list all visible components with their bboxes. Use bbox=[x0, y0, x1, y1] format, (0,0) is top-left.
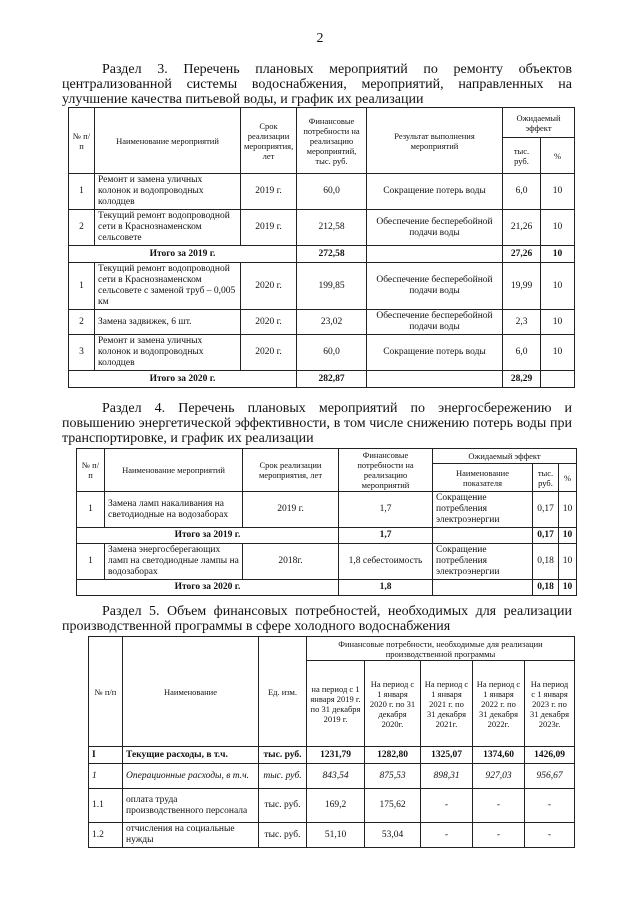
total-pct: 10 bbox=[559, 528, 577, 544]
cell-result: Обеспечение бесперебойной подачи воды bbox=[367, 210, 503, 246]
cell-finance: 199,85 bbox=[297, 263, 367, 310]
cell-value: 51,10 bbox=[307, 823, 365, 848]
cell-value: 927,03 bbox=[473, 764, 525, 789]
section3-table bbox=[68, 107, 575, 388]
cell-value: 956,67 bbox=[525, 764, 575, 789]
cell-value: - bbox=[421, 789, 473, 823]
header-num: № п/п bbox=[89, 637, 123, 747]
header-finance: Финансовые потребности на реализацию мероприятий, тыс. руб. bbox=[297, 108, 367, 174]
header-name: Наименование мероприятий bbox=[95, 108, 241, 174]
cell-pct: 10 bbox=[559, 492, 577, 528]
header-effect: Ожидаемый эффект bbox=[433, 449, 577, 464]
table-row bbox=[69, 210, 575, 246]
total-rub: 0,17 bbox=[533, 528, 559, 544]
cell-num: 1 bbox=[89, 764, 123, 789]
total-label: Итого за 2019 г. bbox=[77, 528, 339, 544]
cell-pct: 10 bbox=[541, 263, 575, 310]
header-effect-rub: тыс. руб. bbox=[503, 138, 541, 174]
cell-term: 2019 г. bbox=[241, 210, 297, 246]
cell-value: 175,62 bbox=[365, 789, 421, 823]
cell-result: Обеспечение бесперебойной подачи воды bbox=[367, 263, 503, 310]
header-term: Срок реализации мероприятия, лет bbox=[241, 108, 297, 174]
table-row bbox=[69, 174, 575, 210]
cell-value: - bbox=[473, 823, 525, 848]
cell-num: 1 bbox=[77, 492, 105, 528]
cell-unit: тыс. руб. bbox=[259, 823, 307, 848]
header-unit: Ед. изм. bbox=[259, 637, 307, 747]
cell-num: 1 bbox=[69, 174, 95, 210]
cell-finance: 1,7 bbox=[339, 492, 433, 528]
header-period-2020: На период с 1 января 2020 г. по 31 декабря 2020г. bbox=[365, 661, 421, 747]
table-row bbox=[89, 747, 575, 764]
cell-finance: 23,02 bbox=[297, 310, 367, 335]
cell-rub: 0,17 bbox=[533, 492, 559, 528]
total-row bbox=[69, 371, 575, 388]
cell-value: 898,31 bbox=[421, 764, 473, 789]
cell-value: - bbox=[473, 789, 525, 823]
total-rub: 27,26 bbox=[503, 246, 541, 263]
cell-name: Текущие расходы, в т.ч. bbox=[123, 747, 259, 764]
header-period-2022: На период с 1 января 2022 г. по 31 декабря 2022г. bbox=[473, 661, 525, 747]
cell-value: - bbox=[421, 823, 473, 848]
cell-pct: 10 bbox=[559, 544, 577, 580]
cell-name: Замена задвижек, 6 шт. bbox=[95, 310, 241, 335]
cell-rub: 0,18 bbox=[533, 544, 559, 580]
header-effect-pct: % bbox=[541, 138, 575, 174]
page-number: 2 bbox=[316, 31, 324, 46]
header-term: Срок реализации мероприятия, лет bbox=[243, 449, 339, 492]
cell-indicator: Сокращение потребления электроэнергии bbox=[433, 544, 533, 580]
cell-result: Обеспечение бесперебойной подачи воды bbox=[367, 310, 503, 335]
cell-term: 2019 г. bbox=[243, 492, 339, 528]
cell-num: 1 bbox=[77, 544, 105, 580]
cell-value: 1282,80 bbox=[365, 747, 421, 764]
cell-value: 169,2 bbox=[307, 789, 365, 823]
cell-pct: 10 bbox=[541, 174, 575, 210]
table-row bbox=[69, 263, 575, 310]
cell-term: 2020 г. bbox=[241, 263, 297, 310]
section4-title: Раздел 4. Перечень плановых мероприятий по энергосбережению и повышению энергетической эффективности, в том числе снижению потерь воды при транспортировке, и график их реализации bbox=[62, 401, 572, 446]
cell-name: Операционные расходы, в т.ч. bbox=[123, 764, 259, 789]
table-row bbox=[89, 823, 575, 848]
header-pct: % bbox=[559, 464, 577, 492]
cell-term: 2019 г. bbox=[241, 174, 297, 210]
total-label: Итого за 2019 г. bbox=[69, 246, 297, 263]
header-period-2021: На период с 1 января 2021 г. по 31 декабря 2021г. bbox=[421, 661, 473, 747]
cell-finance: 60,0 bbox=[297, 174, 367, 210]
total-pct bbox=[541, 371, 575, 388]
cell-num: 3 bbox=[69, 335, 95, 371]
cell-rub: 6,0 bbox=[503, 174, 541, 210]
cell-num: 1.1 bbox=[89, 789, 123, 823]
cell-rub: 2,3 bbox=[503, 310, 541, 335]
section3-title: Раздел 3. Перечень плановых мероприятий по ремонту объектов централизованной системы водоснабжения, мероприятий, направленных на улучшение качества питьевой воды, и график их реализации bbox=[62, 62, 572, 107]
total-finance: 282,87 bbox=[297, 371, 367, 388]
cell-value: 1374,60 bbox=[473, 747, 525, 764]
header-name: Наименование мероприятий bbox=[105, 449, 243, 492]
table-row bbox=[69, 310, 575, 335]
cell-value: - bbox=[525, 823, 575, 848]
total-pct: 10 bbox=[559, 580, 577, 596]
cell-num: I bbox=[89, 747, 123, 764]
cell-value: - bbox=[525, 789, 575, 823]
header-num: № п/ п bbox=[69, 108, 95, 174]
cell-num: 1.2 bbox=[89, 823, 123, 848]
cell-value: 1231,79 bbox=[307, 747, 365, 764]
total-label: Итого за 2020 г. bbox=[69, 371, 297, 388]
header-effect: Ожидаемый эффект bbox=[503, 108, 575, 138]
total-finance: 1,7 bbox=[339, 528, 433, 544]
cell-name: Ремонт и замена уличных колонок и водопроводных колодцев bbox=[95, 174, 241, 210]
cell-finance: 1,8 себестоимость bbox=[339, 544, 433, 580]
section4-table bbox=[76, 448, 577, 596]
total-row bbox=[77, 528, 577, 544]
cell-finance: 60,0 bbox=[297, 335, 367, 371]
cell-value: 1325,07 bbox=[421, 747, 473, 764]
total-rub: 28,29 bbox=[503, 371, 541, 388]
header-rub: тыс. руб. bbox=[533, 464, 559, 492]
total-pct: 10 bbox=[541, 246, 575, 263]
cell-name: отчисления на социальные нужды bbox=[123, 823, 259, 848]
table-row bbox=[89, 789, 575, 823]
cell-name: Текущий ремонт водопроводной сети в Краснознаменском сельсовете bbox=[95, 210, 241, 246]
cell-rub: 6,0 bbox=[503, 335, 541, 371]
cell-rub: 21,26 bbox=[503, 210, 541, 246]
header-finance-group: Финансовые потребности, необходимые для реализации производственной программы bbox=[307, 637, 575, 661]
table-row bbox=[77, 492, 577, 528]
cell-unit: тыс. руб. bbox=[259, 764, 307, 789]
total-row bbox=[77, 580, 577, 596]
total-row bbox=[69, 246, 575, 263]
header-period-2023: На период с 1 января 2023 г. по 31 декабря 2023г. bbox=[525, 661, 575, 747]
header-name: Наименование bbox=[123, 637, 259, 747]
cell-value: 1426,09 bbox=[525, 747, 575, 764]
cell-name: Замена энергосберегающих ламп на светодиодные лампы на водозаборах bbox=[105, 544, 243, 580]
cell-num: 1 bbox=[69, 263, 95, 310]
cell-pct: 10 bbox=[541, 210, 575, 246]
cell-num: 2 bbox=[69, 310, 95, 335]
cell-name: Текущий ремонт водопроводной сети в Краснознаменском сельсовете с заменой труб – 0,005 км bbox=[95, 263, 241, 310]
cell-name: Замена ламп накаливания на светодиодные на водозаборах bbox=[105, 492, 243, 528]
cell-term: 2020 г. bbox=[241, 310, 297, 335]
section5-table bbox=[88, 636, 575, 848]
cell-unit: тыс. руб. bbox=[259, 747, 307, 764]
header-result: Результат выполнения мероприятий bbox=[367, 108, 503, 174]
header-indicator: Наименование показателя bbox=[433, 464, 533, 492]
cell-indicator: Сокращение потребления электроэнергии bbox=[433, 492, 533, 528]
total-rub: 0,18 bbox=[533, 580, 559, 596]
total-finance: 272,58 bbox=[297, 246, 367, 263]
header-finance: Финансовые потребности на реализацию мероприятий bbox=[339, 449, 433, 492]
table-row bbox=[69, 335, 575, 371]
section5-title: Раздел 5. Объем финансовых потребностей, необходимых для реализации производственной программы в сфере холодного водоснабжения bbox=[62, 604, 572, 634]
cell-term: 2018г. bbox=[243, 544, 339, 580]
total-finance: 1,8 bbox=[339, 580, 433, 596]
header-num: № п/п bbox=[77, 449, 105, 492]
cell-value: 875,53 bbox=[365, 764, 421, 789]
cell-name: оплата труда производственного персонала bbox=[123, 789, 259, 823]
cell-finance: 212,58 bbox=[297, 210, 367, 246]
cell-term: 2020 г. bbox=[241, 335, 297, 371]
cell-result: Сокращение потерь воды bbox=[367, 174, 503, 210]
header-period-2019: на период с 1 января 2019 г. по 31 декабря 2019 г. bbox=[307, 661, 365, 747]
cell-name: Ремонт и замена уличных колонок и водопроводных колодцев bbox=[95, 335, 241, 371]
total-label: Итого за 2020 г. bbox=[77, 580, 339, 596]
cell-value: 53,04 bbox=[365, 823, 421, 848]
table-row bbox=[77, 544, 577, 580]
cell-value: 843,54 bbox=[307, 764, 365, 789]
cell-pct: 10 bbox=[541, 310, 575, 335]
cell-unit: тыс. руб. bbox=[259, 789, 307, 823]
cell-result: Сокращение потерь воды bbox=[367, 335, 503, 371]
table-row bbox=[89, 764, 575, 789]
cell-pct: 10 bbox=[541, 335, 575, 371]
cell-num: 2 bbox=[69, 210, 95, 246]
cell-rub: 19,99 bbox=[503, 263, 541, 310]
